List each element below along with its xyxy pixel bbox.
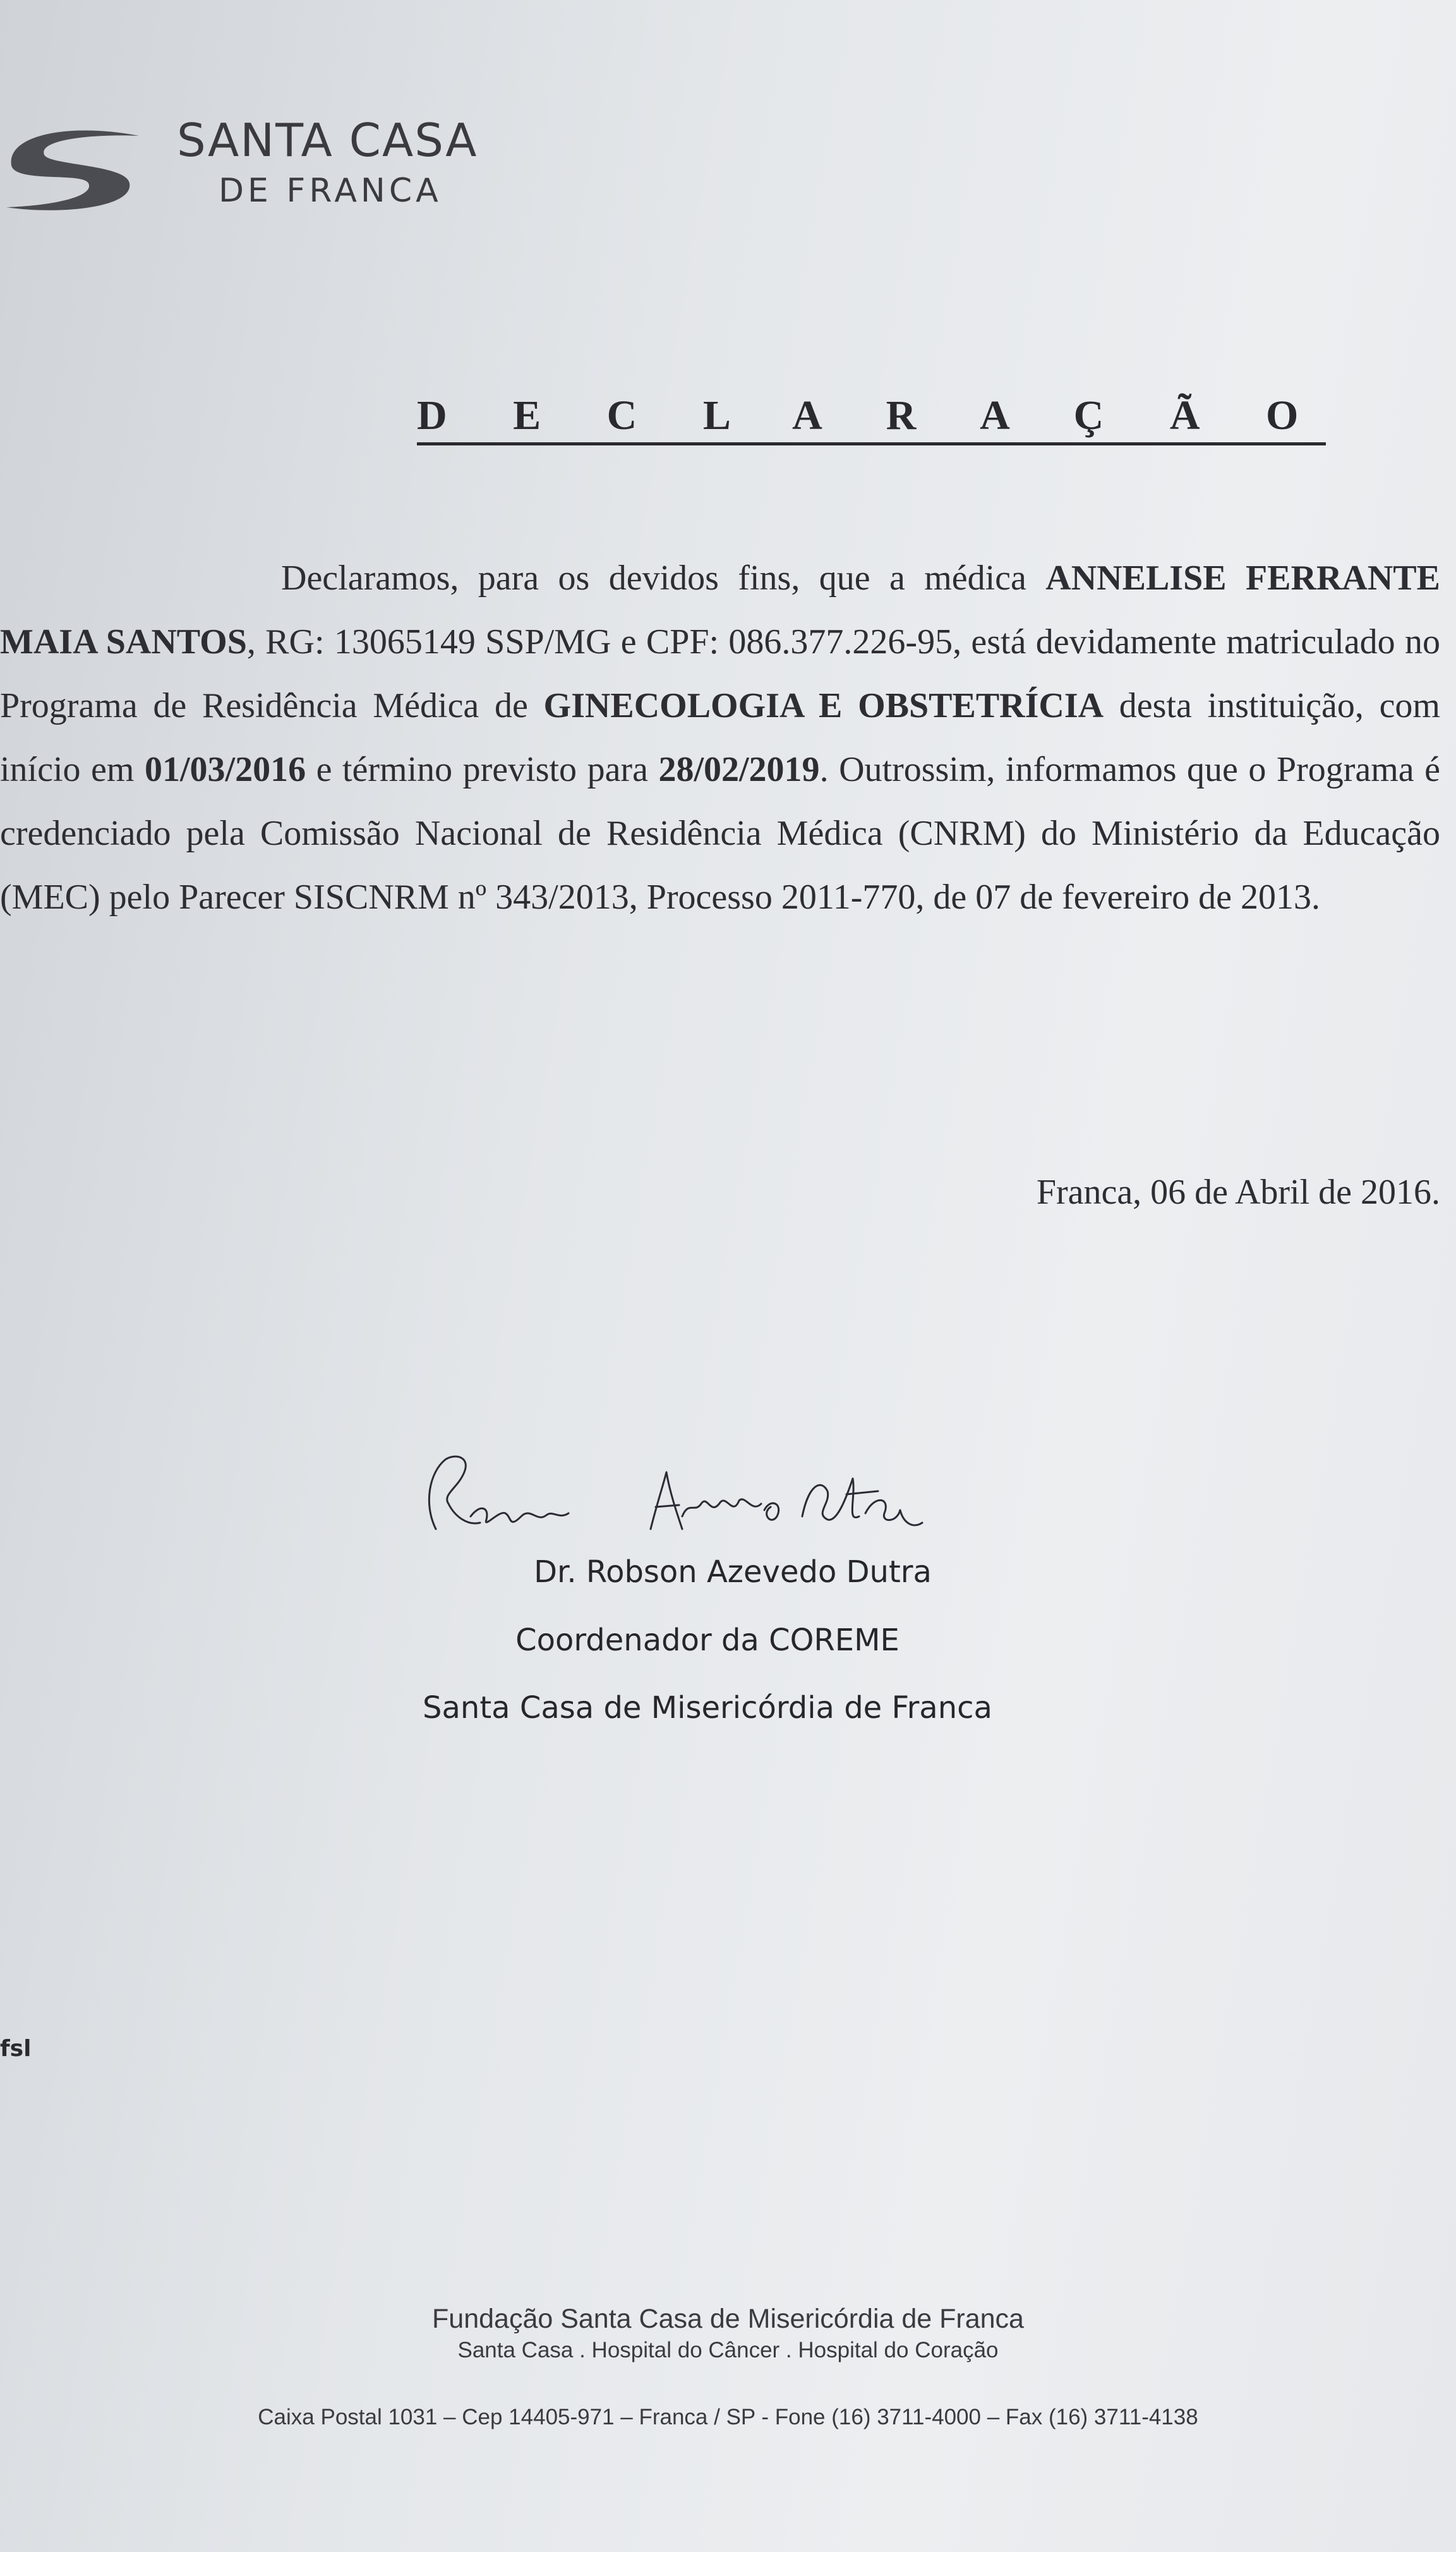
- place-and-date: Franca, 06 de Abril de 2016.: [1036, 1173, 1440, 1212]
- text-segment: desta instituição, com início em: [0, 686, 1440, 789]
- footer-foundation: Fundação Santa Casa de Misericórdia de Franca: [432, 2304, 1024, 2334]
- brand-name: SANTA CASA: [177, 114, 478, 167]
- footer-contact: Caixa Postal 1031 – Cep 14405-971 – Franca / SP - Fone (16) 3711-4000 – Fax (16) 3711-4138: [258, 2405, 1198, 2429]
- declaration-paragraph: [0, 547, 1440, 929]
- resident-name: ANNELISE FERRANTE MAIA SANTOS: [0, 559, 1440, 662]
- start-date: 01/03/2016: [144, 750, 306, 789]
- brand-subtitle: DE FRANCA: [219, 172, 442, 210]
- handwritten-signature: [411, 1434, 935, 1561]
- declaration-body: [0, 547, 1440, 929]
- typist-initials: fsl: [0, 2036, 32, 2062]
- program-name: GINECOLOGIA E OBSTETRÍCIA: [543, 686, 1104, 725]
- document-title: D E C L A R A Ç Ã O: [417, 392, 1326, 445]
- header-logo: [0, 114, 480, 227]
- text-segment: . Outrossim, informamos que o Programa é credenciado pela Comissão Nacional de Residência Médica (CNRM) do Ministério da Educação (MEC) pelo Parecer SISCNRM nº 343/2013, Processo 2011-770, de 07 de fevereiro de 2013.: [0, 750, 1440, 917]
- signatory-role: Coordenador da COREME: [515, 1623, 899, 1658]
- text-segment: Declaramos, para os devidos fins, que a médica: [281, 559, 1046, 598]
- text-segment: , RG: 13065149 SSP/MG e CPF: 086.377.226-95, está devidamente matriculado no Programa de Residência Médica de: [0, 622, 1441, 725]
- signatory-name: Dr. Robson Azevedo Dutra: [534, 1554, 932, 1590]
- santa-casa-s-logo-icon: [0, 120, 145, 215]
- signatory-institution: Santa Casa de Misericórdia de Franca: [423, 1690, 992, 1726]
- text-segment: e término previsto para: [306, 750, 659, 789]
- footer-hospitals: Santa Casa . Hospital do Câncer . Hospital do Coração: [457, 2338, 999, 2362]
- end-date: 28/02/2019: [658, 750, 820, 789]
